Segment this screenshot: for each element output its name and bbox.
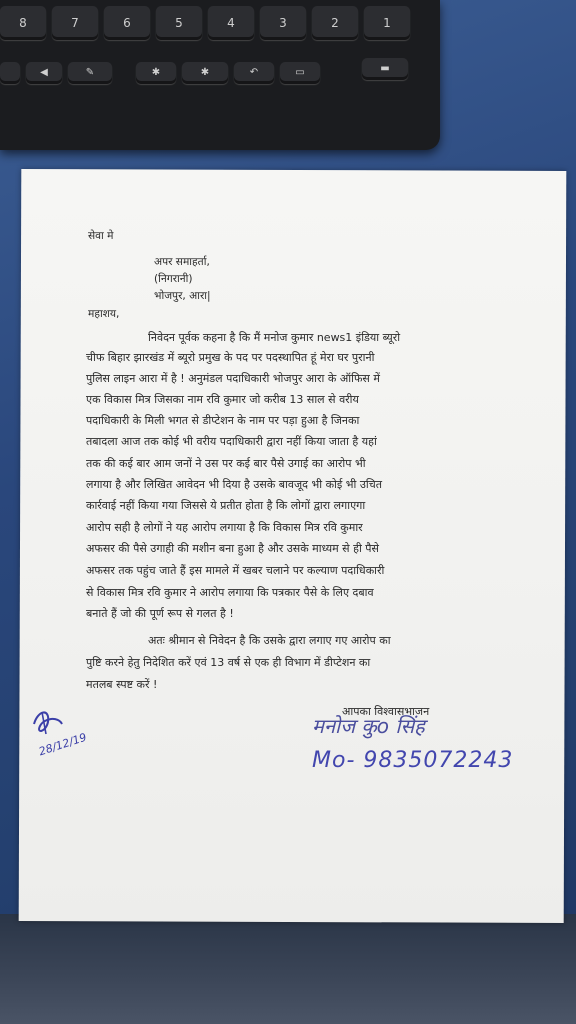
keyboard-key: 6 — [104, 6, 150, 40]
body-line: तबादला आज तक कोई भी वरीय पदाधिकारी द्वारा नहीं किया जाता है यहां — [86, 435, 377, 448]
recipient-line: भोजपुर, आरा| — [154, 290, 211, 302]
function-key: ▭ — [280, 62, 320, 84]
closing-line: मतलब स्पष्ट करें ! — [86, 678, 158, 691]
salutation-to: सेवा मे — [88, 230, 114, 242]
body-line: अफसर की पैसे उगाही की मशीन बना हुआ है और उसके माध्यम से ही पैसे — [86, 542, 379, 555]
function-key: ✎ — [68, 62, 112, 84]
body-line: आरोप सही है लोगों ने यह आरोप लगाया है कि विकास मित्र रवि कुमार — [86, 521, 363, 534]
body-line: पदाधिकारी के मिली भगत से डीप्टेशन के नाम पर पड़ा हुआ है जिनका — [86, 414, 360, 427]
closing-line: पुष्टि करने हेतु निदेशित करें एवं 13 वर्ष से एक ही विभाग में डीप्टेशन का — [86, 656, 371, 669]
recipient-line: अपर समाहर्ता, — [154, 256, 210, 268]
signoff: आपका विश्वासभाजन — [342, 705, 430, 718]
function-key: ✱ — [136, 62, 176, 84]
body-line: बनाते हैं जो की पूर्ण रूप से गलत है ! — [86, 607, 234, 620]
function-key: ↶ — [234, 62, 274, 84]
body-line: तक की कई बार आम जनों ने उस पर कई बार पैसे उगाई का आरोप भी — [86, 457, 366, 470]
keyboard-key: 1 — [364, 6, 410, 40]
function-key: ✱ — [182, 62, 228, 84]
keyboard-key: 8 — [0, 6, 46, 40]
keyboard-key: 3 — [260, 6, 306, 40]
keyboard — [0, 0, 440, 150]
keyboard-key: 7 — [52, 6, 98, 40]
initials-mark — [28, 704, 68, 740]
body-line: पुलिस लाइन आरा में है ! अनुमंडल पदाधिकारी भोजपुर आरा के ऑफिस में — [86, 372, 380, 385]
desk-floor — [0, 914, 576, 1024]
body-line: लगाया है और लिखित आवेदन भी दिया है उसके बावजूद भी कोई भी उचित — [86, 478, 383, 491]
keyboard-key: 5 — [156, 6, 202, 40]
function-key: ▬ — [362, 58, 408, 80]
body-line: कार्रवाई नहीं किया गया जिससे ये प्रतीत होता है कि लोगों द्वारा लगाएगा — [86, 499, 366, 512]
greeting: महाशय, — [88, 308, 120, 320]
body-line: चीफ बिहार झारखंड में ब्यूरो प्रमुख के पद पर पदस्थापित हूं मेरा घर पुरानी — [86, 351, 375, 364]
keyboard-key: 2 — [312, 6, 358, 40]
body-line: एक विकास मित्र जिसका नाम रवि कुमार जो करीब 13 साल से वरीय — [86, 393, 359, 406]
function-key — [0, 62, 20, 84]
handwritten-date: 28/12/19 — [37, 730, 89, 759]
keyboard-key: 4 — [208, 6, 254, 40]
body-line: निवेदन पूर्वक कहना है कि मैं मनोज कुमार news1 इंडिया ब्यूरो — [148, 331, 401, 344]
handwritten-signature: मनोज कुo सिंह — [312, 714, 425, 738]
body-line: अफसर तक पहुंच जाते हैं इस मामले में खबर चलाने पर कल्याण पदाधिकारी — [86, 564, 385, 577]
recipient-line: (निगरानी) — [154, 273, 193, 285]
body-line: से विकास मित्र रवि कुमार ने आरोप लगाया कि पत्रकार पैसे के लिए दबाव — [86, 586, 374, 599]
closing-line: अतः श्रीमान से निवेदन है कि उसके द्वारा लगाए गए आरोप का — [148, 634, 391, 647]
handwritten-mobile: Mo- 9835072243 — [312, 748, 514, 773]
function-key: ◀ — [26, 62, 62, 84]
